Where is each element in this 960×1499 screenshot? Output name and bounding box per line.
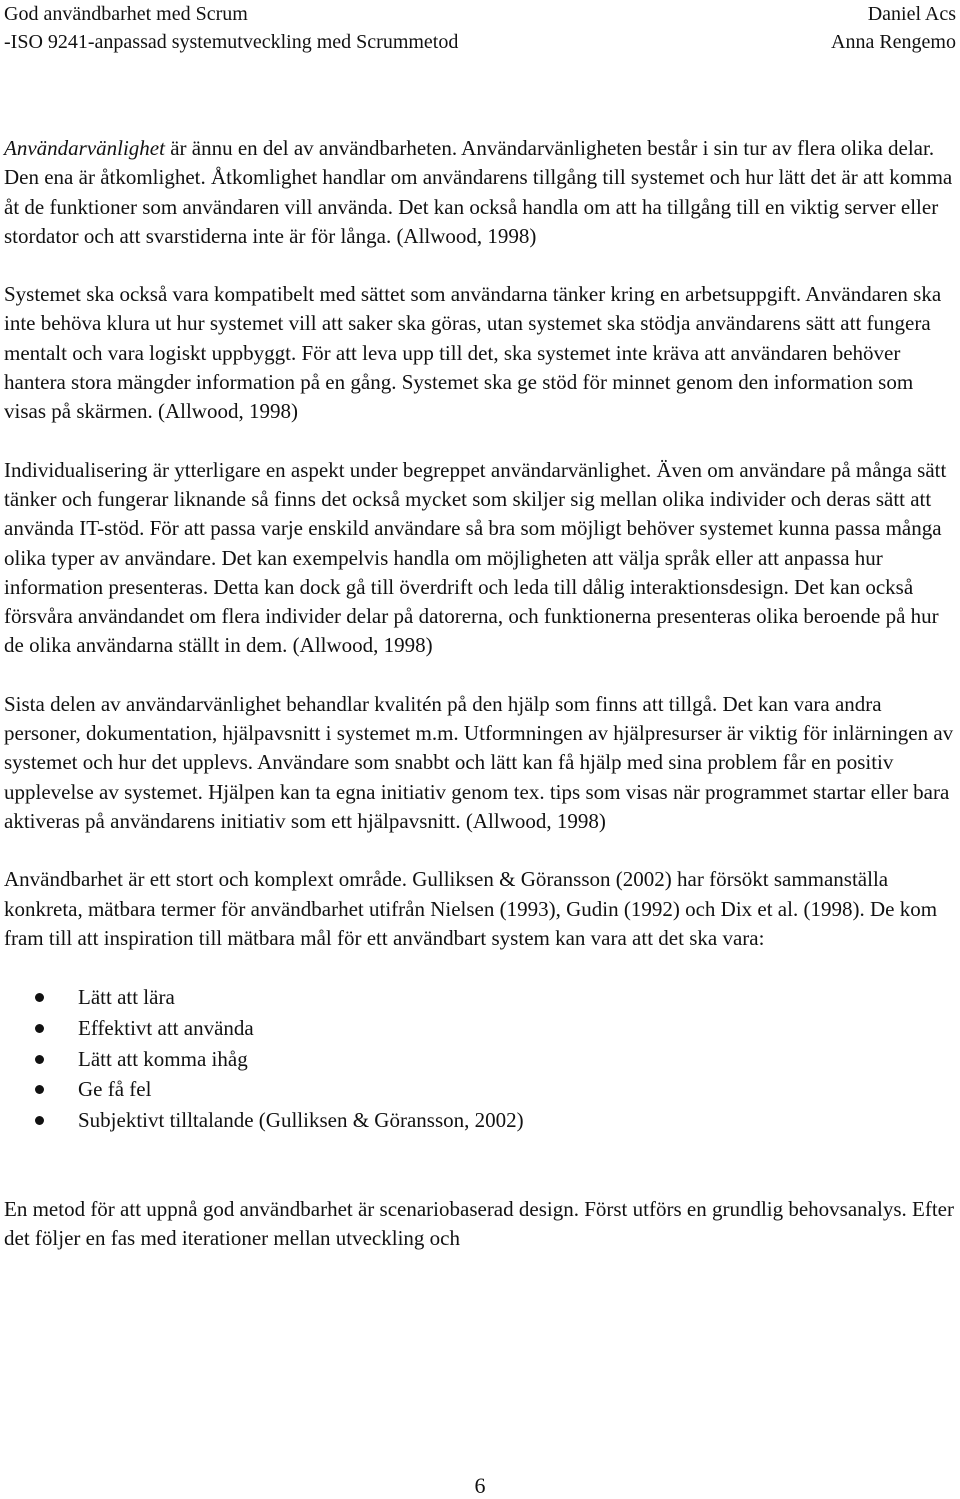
list-item-text: Lätt att lära [78, 985, 175, 1010]
document-body [4, 134, 956, 1253]
header-row-2 [0, 28, 960, 56]
bullet-icon [35, 993, 44, 1002]
author-name-1: Daniel Acs [867, 3, 956, 25]
list-item-text: Lätt att komma ihåg [78, 1046, 248, 1071]
paragraph-compatibility: Systemet ska också vara kompatibelt med sättet som användarna tänker kring en arbetsuppgift. Användaren ska inte behöva klura ut hur systemet vill att saker ska göras, utan systemet ska stödja användarens sätt att fungera mentalt och vara logiskt uppbyggt. För att leva upp till det, ska systemet inte kräva att användaren behöver hantera stora mängder information på en gång. Systemet ska ge stöd för minnet genom den information som visas på skärmen. (Allwood, 1998) [4, 282, 942, 424]
list-item-text: Subjektivt tilltalande (Gulliksen & Göransson, 2002) [78, 1107, 524, 1132]
list-item [4, 1074, 956, 1105]
paragraph-usability-goals: Användbarhet är ett stort och komplext område. Gulliksen & Göransson (2002) har försökt sammanställa konkreta, mätbara termer för användbarhet utifrån Nielsen (1993), Gudin (1992) och Dix et al. (1998). De kom fram till att inspiration till mätbara mål för ett användbart system kan vara att det ska vara: [4, 867, 938, 950]
list-item-text: Ge få fel [78, 1077, 152, 1102]
list-item-text: Effektivt att använda [78, 1015, 254, 1040]
document-subtitle: -ISO 9241-anpassad systemutveckling med Scrummetod [4, 31, 459, 53]
bullet-icon [35, 1116, 44, 1125]
paragraph-accessibility-text: är ännu en del av användbarheten. Användarvänligheten består i sin tur av flera olika delar. Den ena är åtkomlighet. Åtkomlighet handlar om användarens tillgång till systemet och hur lätt det är att komma åt de funktioner som användaren vill använda. Det kan också handla om att ha tillgång till en viktig server eller stordator och att svarstiderna inte är för långa. (Allwood, 1998) [4, 136, 953, 248]
author-name-2: Anna Rengemo [831, 31, 956, 53]
paragraph-scenario-design: En metod för att uppnå god användbarhet är scenariobaserad design. Först utförs en grundlig behovsanalys. Efter det följer en fas med iterationer mellan utveckling och [4, 1196, 954, 1250]
header-row-1 [0, 0, 960, 28]
list-item [4, 1044, 956, 1075]
paragraph-help-quality: Sista delen av användarvänlighet behandlar kvalitén på den hjälp som finns att tillgå. Det kan vara andra personer, dokumentation, hjälpavsnitt i systemet m.m. Utformningen av hjälpresurser är viktig för inlärningen av systemet och hur det upplevs. Användare som snabbt och lätt kan få hjälp med sina problem får en positiv upplevelse av systemet. Hjälpen kan ta egna initiativ genom tex. tips som visas när programmet startar eller bara aktiveras på användarens initiativ som ett hjälpavsnitt. (Allwood, 1998) [4, 691, 954, 833]
usability-goals-list [4, 982, 956, 1136]
term-anvandarvanlighet: Användarvänlighet [4, 136, 165, 160]
document-title: God användbarhet med Scrum [4, 3, 248, 25]
page-number: 6 [474, 1473, 486, 1498]
list-item [4, 1013, 956, 1044]
paragraph-accessibility [4, 134, 956, 251]
bullet-icon [35, 1085, 44, 1094]
paragraph-individualization: Individualisering är ytterligare en aspekt under begreppet användarvänlighet. Även om användare på många sätt tänker och fungerar liknande så finns det också mycket som skiljer sig mellan olika individer och deras sätt att använda IT-stöd. För att passa varje enskild användare så bra som möjligt behöver systemet kunna passa många olika typer av användare. Det kan exempelvis handla om möjligheten att välja språk eller att anpassa hur information presenteras. Detta kan dock gå till överdrift och leda till dålig interaktionsdesign. Det kan också försvåra användandet om flera individer delar på datorerna, och funktionerna presenteras olika beroende på hur de olika användarna ställt in dem. (Allwood, 1998) [4, 457, 947, 658]
bullet-icon [35, 1024, 44, 1033]
list-item [4, 982, 956, 1013]
bullet-icon [35, 1055, 44, 1064]
page-header [0, 0, 960, 56]
list-item [4, 1105, 956, 1136]
